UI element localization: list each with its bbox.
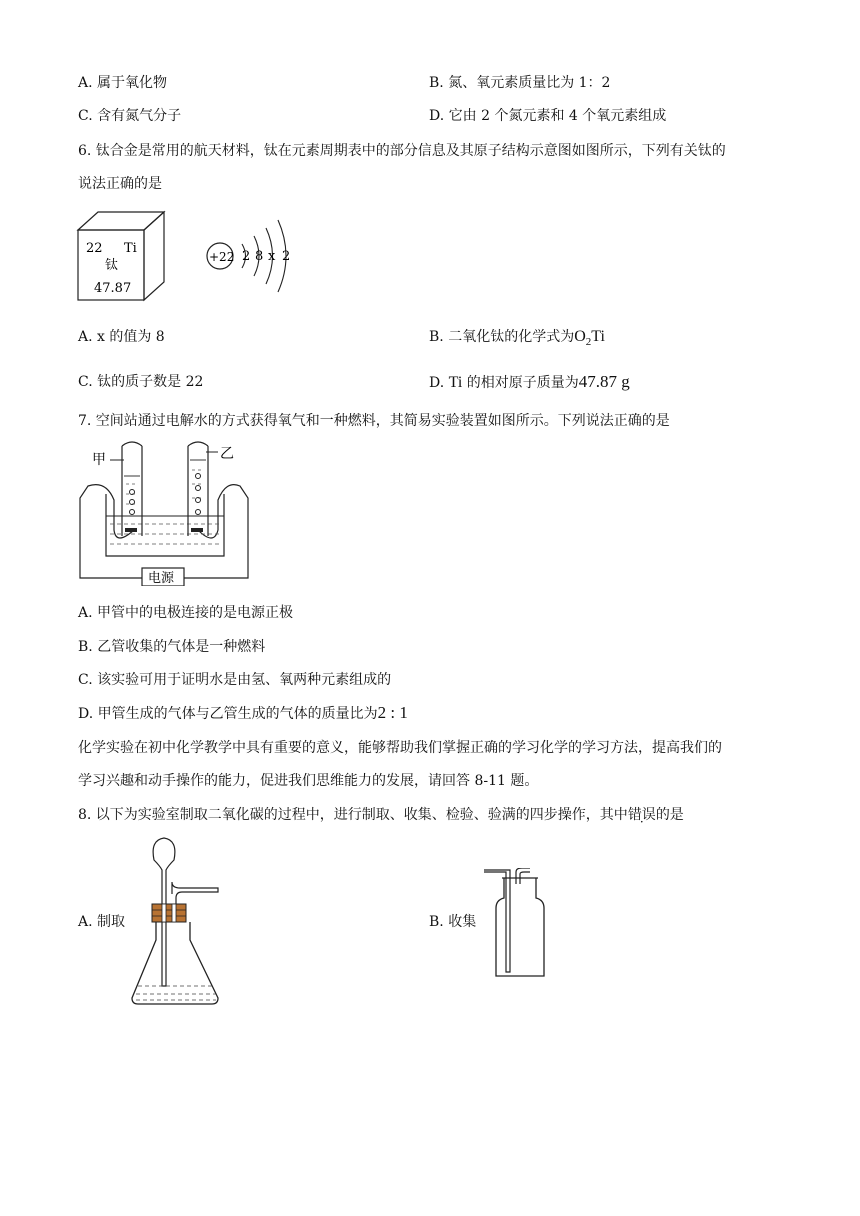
element-number: 22 — [86, 241, 103, 256]
titanium-dioxide-formula: $O_2Ti$ — [574, 328, 605, 349]
shell-3-count: x — [268, 249, 276, 264]
shell-4-count: 2 — [282, 249, 291, 264]
intro-line1: 化学实验在初中化学教学中具有重要的意义，能够帮助我们掌握正确的学习化学的学习方法，提高我们的 — [78, 740, 722, 756]
q7-option-d: D. 甲管生成的气体与乙管生成的气体的质量比为2 : 1 — [78, 703, 408, 722]
q6-option-a: A. x 的值为 8 — [78, 329, 165, 345]
q8-option-b: B. 收集 — [429, 914, 477, 930]
q7-option-a: A. 甲管中的电极连接的是电源正极 — [78, 605, 294, 621]
power-supply-label: 电源 — [148, 571, 175, 586]
electrolysis-apparatus-figure — [76, 440, 252, 586]
q5-option-a: A. 属于氧化物 — [78, 75, 168, 91]
tube-left-label: 甲 — [92, 452, 106, 468]
q6-option-b: B. 二氧化钛的化学式为$O_2Ti$ — [429, 328, 605, 349]
element-card-figure — [76, 208, 172, 304]
q5-option-d: D. 它由 2 个氮元素和 4 个氧元素组成 — [429, 108, 667, 124]
q5-option-c: C. 含有氮气分子 — [78, 108, 182, 124]
atom-structure-diagram — [204, 208, 304, 304]
element-name: 钛 — [105, 258, 119, 273]
gas-collection-bottle — [482, 868, 550, 980]
element-symbol: Ti — [124, 241, 137, 256]
co2-generation-apparatus — [128, 836, 224, 1008]
q5-option-b: B. 氮、氧元素质量比为 1：2 — [429, 75, 611, 91]
q6-option-d: D. Ti 的相对原子质量为47.87 g — [429, 372, 630, 391]
q6-stem-line2: 说法正确的是 — [78, 176, 162, 192]
q6-stem-line1: 6. 钛合金是常用的航天材料，钛在元素周期表中的部分信息及其原子结构示意图如图所示，下列有关钛的 — [78, 143, 726, 159]
tube-right-label: 乙 — [220, 446, 234, 462]
q8-stem: 8. 以下为实验室制取二氧化碳的过程中，进行制取、收集、检验、验满的四步操作，其中错误的是 — [78, 807, 684, 823]
shell-2-count: 8 — [255, 249, 264, 264]
intro-line2: 学习兴趣和动手操作的能力，促进我们思维能力的发展，请回答 8-11 题。 — [78, 773, 539, 789]
q6-option-c: C. 钛的质子数是 22 — [78, 374, 204, 390]
emphasis-wrong: 错误 — [627, 807, 656, 823]
q8-option-a: A. 制取 — [78, 914, 126, 930]
q7-option-b: B. 乙管收集的气体是一种燃料 — [78, 639, 266, 655]
q7-stem: 7. 空间站通过电解水的方式获得氧气和一种燃料，其简易实验装置如图所示。下列说法正确的是 — [78, 413, 670, 429]
shell-1-count: 2 — [242, 249, 251, 264]
element-mass: 47.87 — [94, 281, 132, 296]
q7-option-c: C. 该实验可用于证明水是由氢、氧两种元素组成的 — [78, 672, 392, 688]
atom-nucleus-label: +22 — [209, 250, 235, 264]
